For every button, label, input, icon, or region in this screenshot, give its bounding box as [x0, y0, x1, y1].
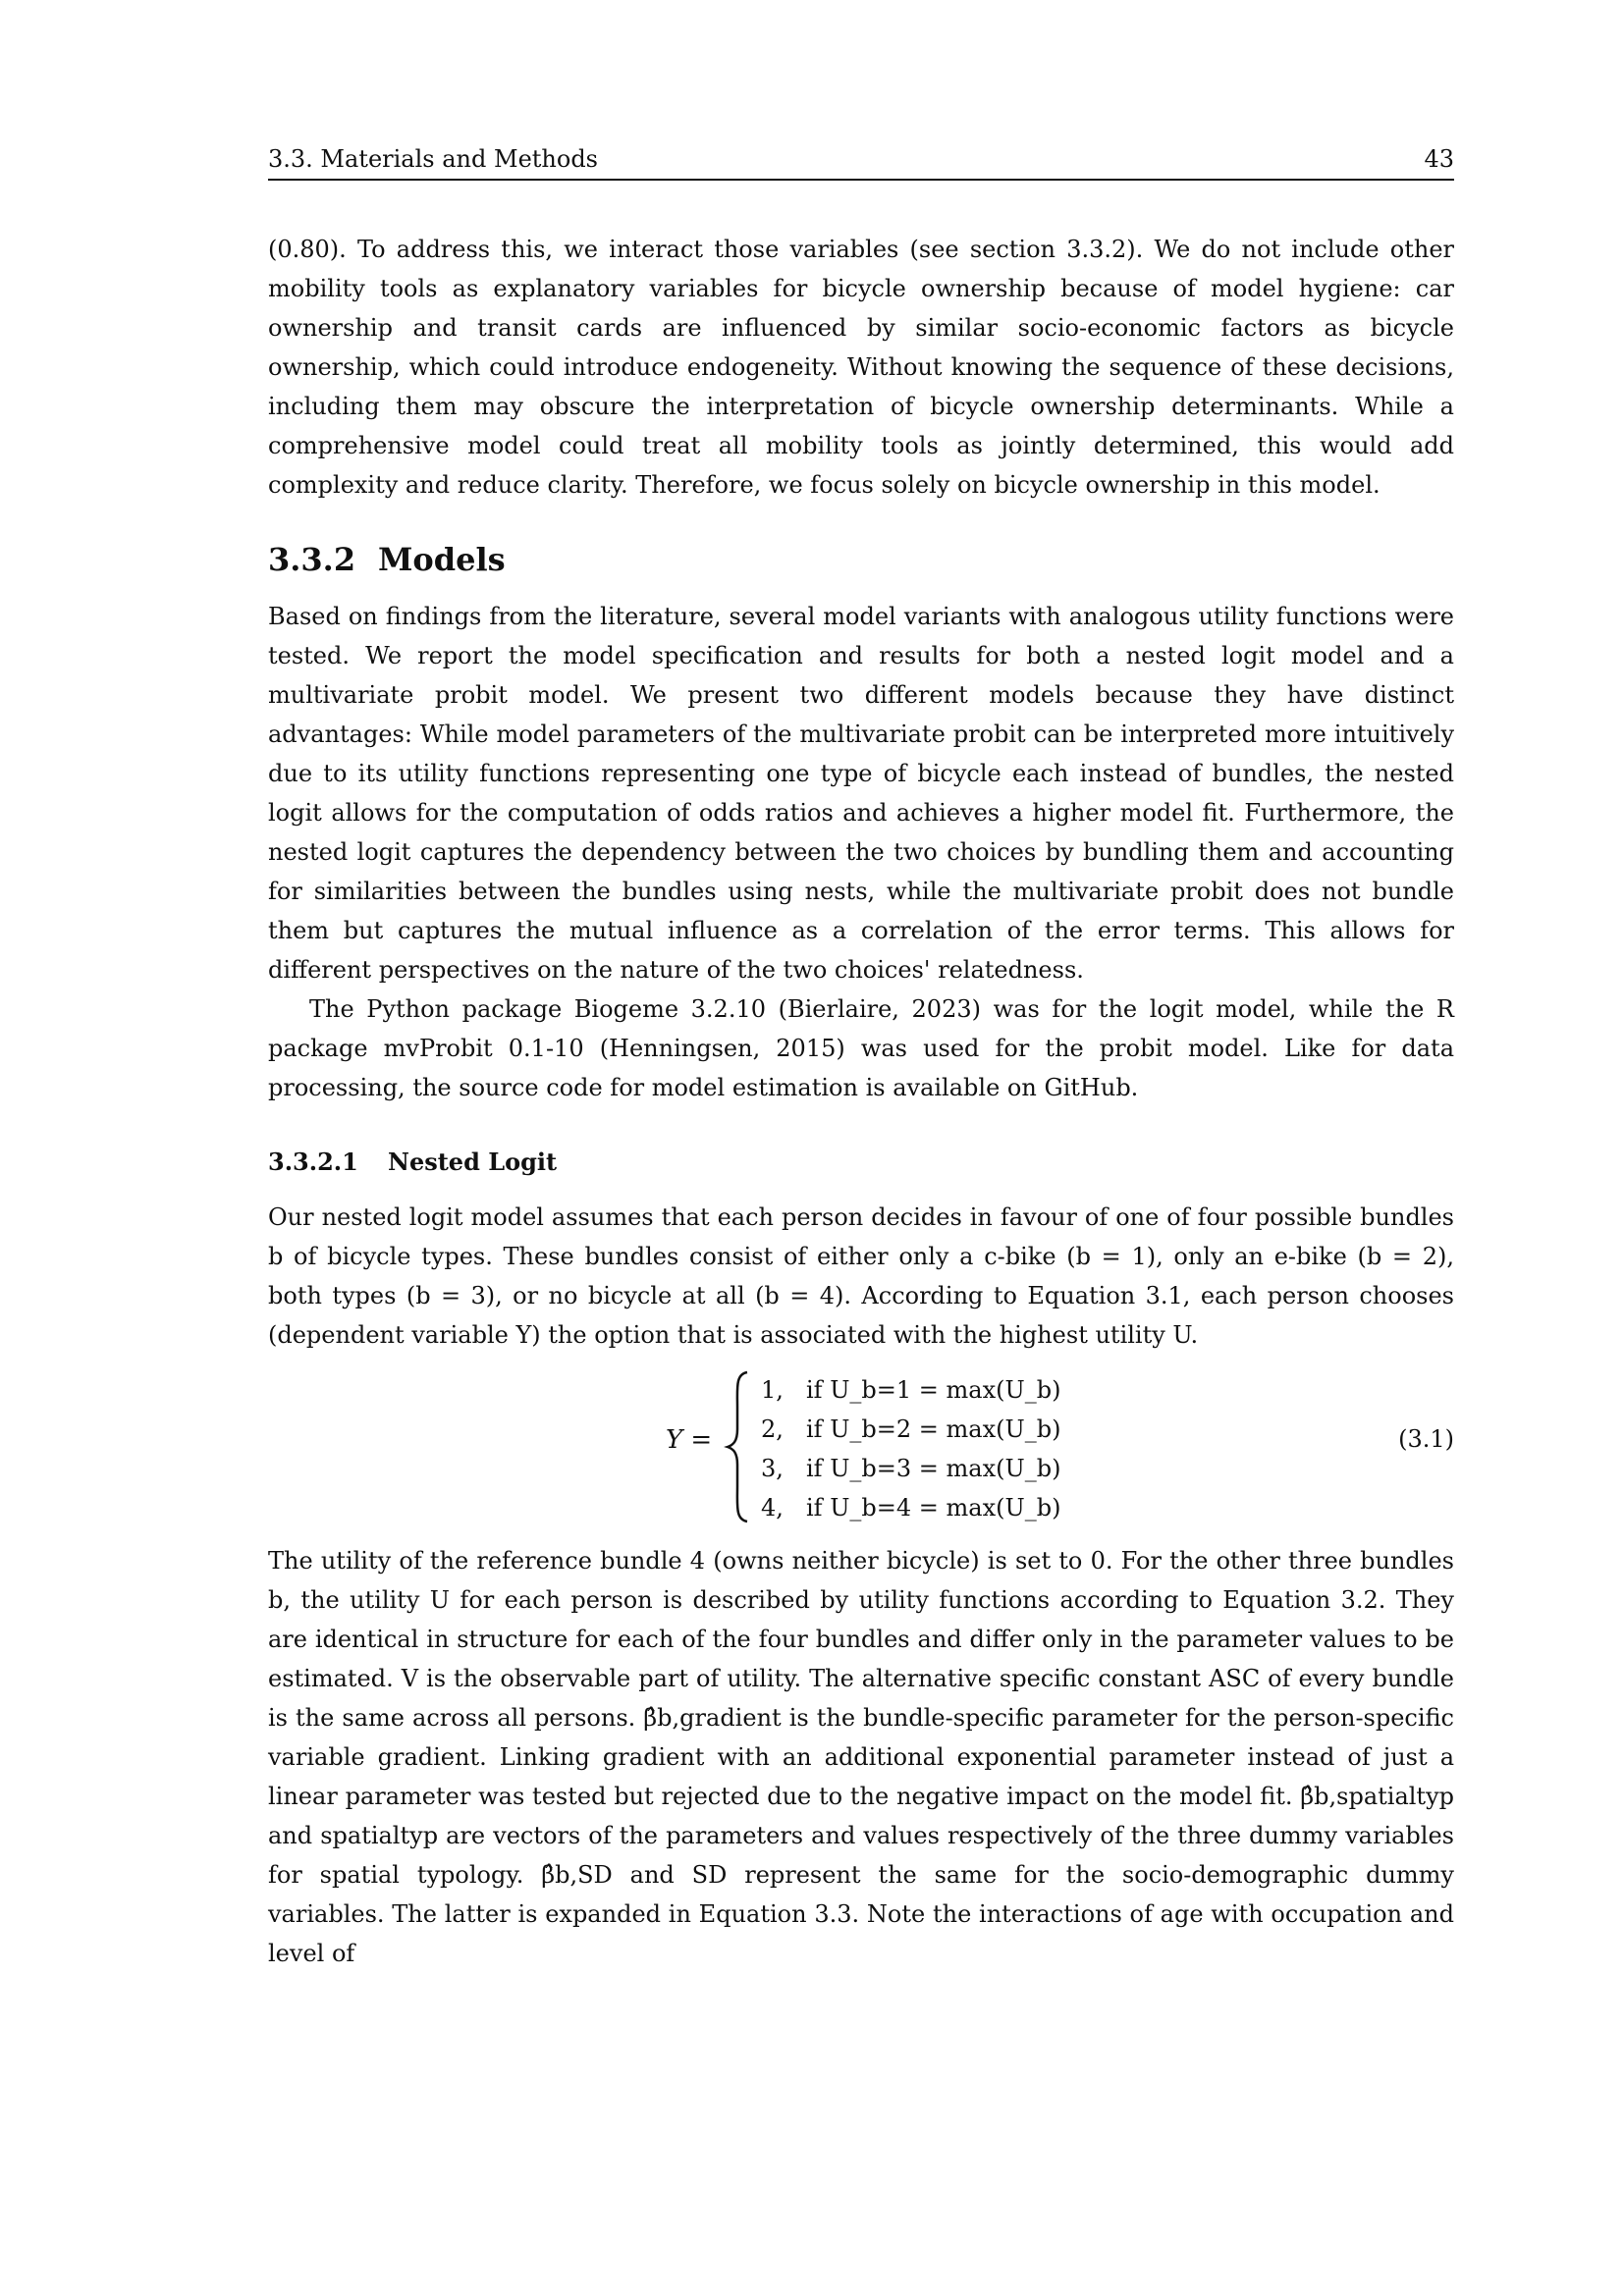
subsection-title: Nested Logit [388, 1148, 558, 1176]
paragraph-4: Our nested logit model assumes that each person decides in favour of one of four possible bundles b of bicycle types. These bundles consist of either only a c-bike (b = 1), only an e-bike (b = 2), both types (b = 3), or no bicycle at all (b = 4). According to Equation 3.1, each person chooses (dependent variable Y) the option that is associated with the highest utility U. [268, 1203, 1454, 1349]
equation-3-1 [268, 1368, 1454, 1525]
equation-case: 2, if U_b=2 = max(U_b) [761, 1415, 1061, 1443]
page-number: 43 [1424, 145, 1454, 173]
subsection-number: 3.3.2.1 [268, 1148, 358, 1176]
section-title: Models [378, 541, 506, 578]
running-head [268, 145, 1454, 181]
running-head-section: 3.3. Materials and Methods [268, 145, 598, 173]
equation-case: 4, if U_b=4 = max(U_b) [761, 1494, 1061, 1522]
paragraph-1: (0.80). To address this, we interact those variables (see section 3.3.2). We do not include other mobility tools as explanatory variables for bicycle ownership because of model hygiene: car ownership and transit cards are influenced by similar socio-economic factors as bicycle ownership, which could introduce endogeneity. Without knowing the sequence of these decisions, including them may obscure the interpretation of bicycle ownership determinants. While a comprehensive model could treat all mobility tools as jointly determined, this would add complexity and reduce clarity. Therefore, we focus solely on bicycle ownership in this model. [268, 236, 1454, 499]
equation-lhs: Y = [666, 1425, 713, 1455]
equation-number: (3.1) [1398, 1425, 1454, 1453]
section-heading-models [268, 540, 1454, 579]
section-number: 3.3.2 [268, 541, 356, 578]
paragraph-5: The utility of the reference bundle 4 (owns neither bicycle) is set to 0. For the other three bundles b, the utility U for each person is described by utility functions according to Equation 3.2. They are identical in structure for each of the four bundles and differ only in the parameter values to be estimated. V is the observable part of utility. The alternative specific constant ASC of every bundle is the same across all persons. β̂b,gradient is the bundle-specific parameter for the person-specific variable gradient. Linking gradient with an additional exponential parameter instead of just a linear parameter was tested but rejected due to the negative impact on the model fit. β̂b,spatialtyp and spatialtyp are vectors of the parameters and values respectively of the three dummy variables for spatial typology. β̂b,SD and SD represent the same for the socio-demographic dummy variables. The latter is expanded in Equation 3.3. Note the interactions of age with occupation and level of [268, 1547, 1454, 1967]
subsection-heading-nested-logit [268, 1143, 1454, 1182]
paragraph-3: The Python package Biogeme 3.2.10 (Bierlaire, 2023) was for the logit model, while the R package mvProbit 0.1-10 (Henningsen, 2015) was used for the probit model. Like for data processing, the source code for model estimation is available on GitHub. [268, 995, 1454, 1101]
paragraph-2: Based on findings from the literature, several model variants with analogous utility functions were tested. We report the model specification and results for both a nested logit model and a multivariate probit model. We present two different models because they have distinct advantages: While model parameters of the multivariate probit can be interpreted more intuitively due to its utility functions representing one type of bicycle each instead of bundles, the nested logit allows for the computation of odds ratios and achieves a higher model fit. Furthermore, the nested logit captures the dependency between the two choices by bundling them and accounting for similarities between the bundles using nests, while the multivariate probit does not bundle them but captures the mutual influence as a correlation of the error terms. This allows for different perspectives on the nature of the two choices' relatedness. [268, 603, 1454, 984]
equation-case: 3, if U_b=3 = max(U_b) [761, 1455, 1061, 1482]
main-text [268, 230, 1454, 1973]
left-brace-icon [724, 1368, 753, 1525]
equation-case: 1, if U_b=1 = max(U_b) [761, 1376, 1061, 1404]
equation-cases [761, 1370, 1060, 1527]
